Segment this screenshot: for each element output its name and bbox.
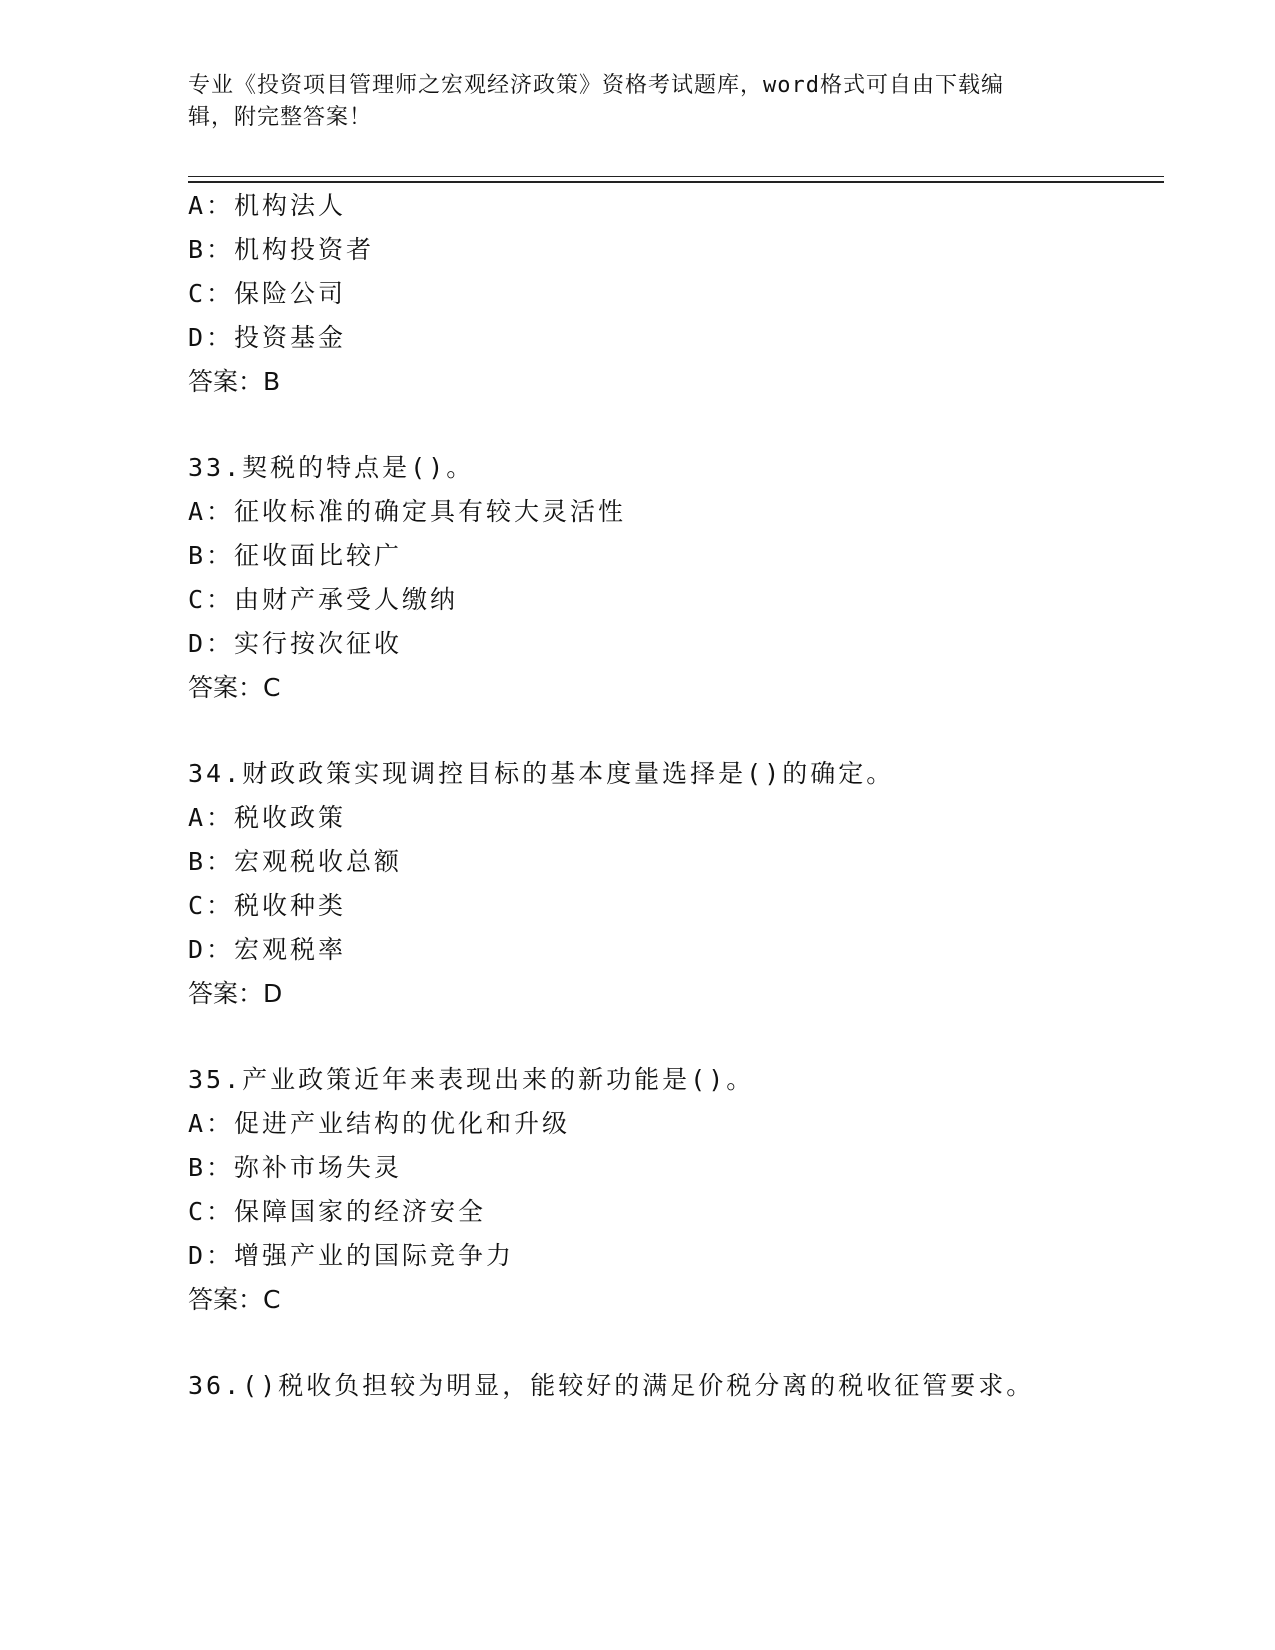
header-rule-thick	[188, 181, 1164, 183]
q34-answer: 答案：D	[188, 979, 283, 1008]
q34-question: 34.财政政策实现调控目标的基本度量选择是()的确定。	[188, 759, 895, 788]
q34-option-d: D：宏观税率	[188, 935, 347, 964]
header-rule-thin	[188, 176, 1164, 177]
q33-option-b: B：征收面比较广	[188, 541, 403, 570]
q35-question: 35.产业政策近年来表现出来的新功能是()。	[188, 1065, 755, 1094]
q32-option-b: B：机构投资者	[188, 235, 375, 264]
q33-option-a: A：征收标准的确定具有较大灵活性	[188, 497, 627, 526]
q32-option-a: A：机构法人	[188, 191, 347, 220]
q35-answer: 答案：C	[188, 1285, 281, 1314]
q34-option-b: B：宏观税收总额	[188, 847, 403, 876]
q33-option-c: C：由财产承受人缴纳	[188, 585, 459, 614]
header-line-2: 辑，附完整答案！	[188, 105, 373, 130]
q35-option-b: B：弥补市场失灵	[188, 1153, 403, 1182]
q33-question: 33.契税的特点是()。	[188, 453, 475, 482]
header-line-1: 专业《投资项目管理师之宏观经济政策》资格考试题库，word格式可自由下载编	[188, 73, 1004, 98]
q33-answer: 答案：C	[188, 673, 281, 702]
q35-option-a: A：促进产业结构的优化和升级	[188, 1109, 571, 1138]
q35-option-d: D：增强产业的国际竞争力	[188, 1241, 515, 1270]
q32-option-c: C：保险公司	[188, 279, 347, 308]
q35-option-c: C：保障国家的经济安全	[188, 1197, 487, 1226]
document-header	[188, 70, 1068, 134]
q36-question: 36.()税收负担较为明显，能较好的满足价税分离的税收征管要求。	[188, 1371, 1035, 1400]
q33-option-d: D：实行按次征收	[188, 629, 403, 658]
q34-option-c: C：税收种类	[188, 891, 347, 920]
q34-option-a: A：税收政策	[188, 803, 347, 832]
q32-answer: 答案：B	[188, 367, 281, 396]
q32-option-d: D：投资基金	[188, 323, 347, 352]
